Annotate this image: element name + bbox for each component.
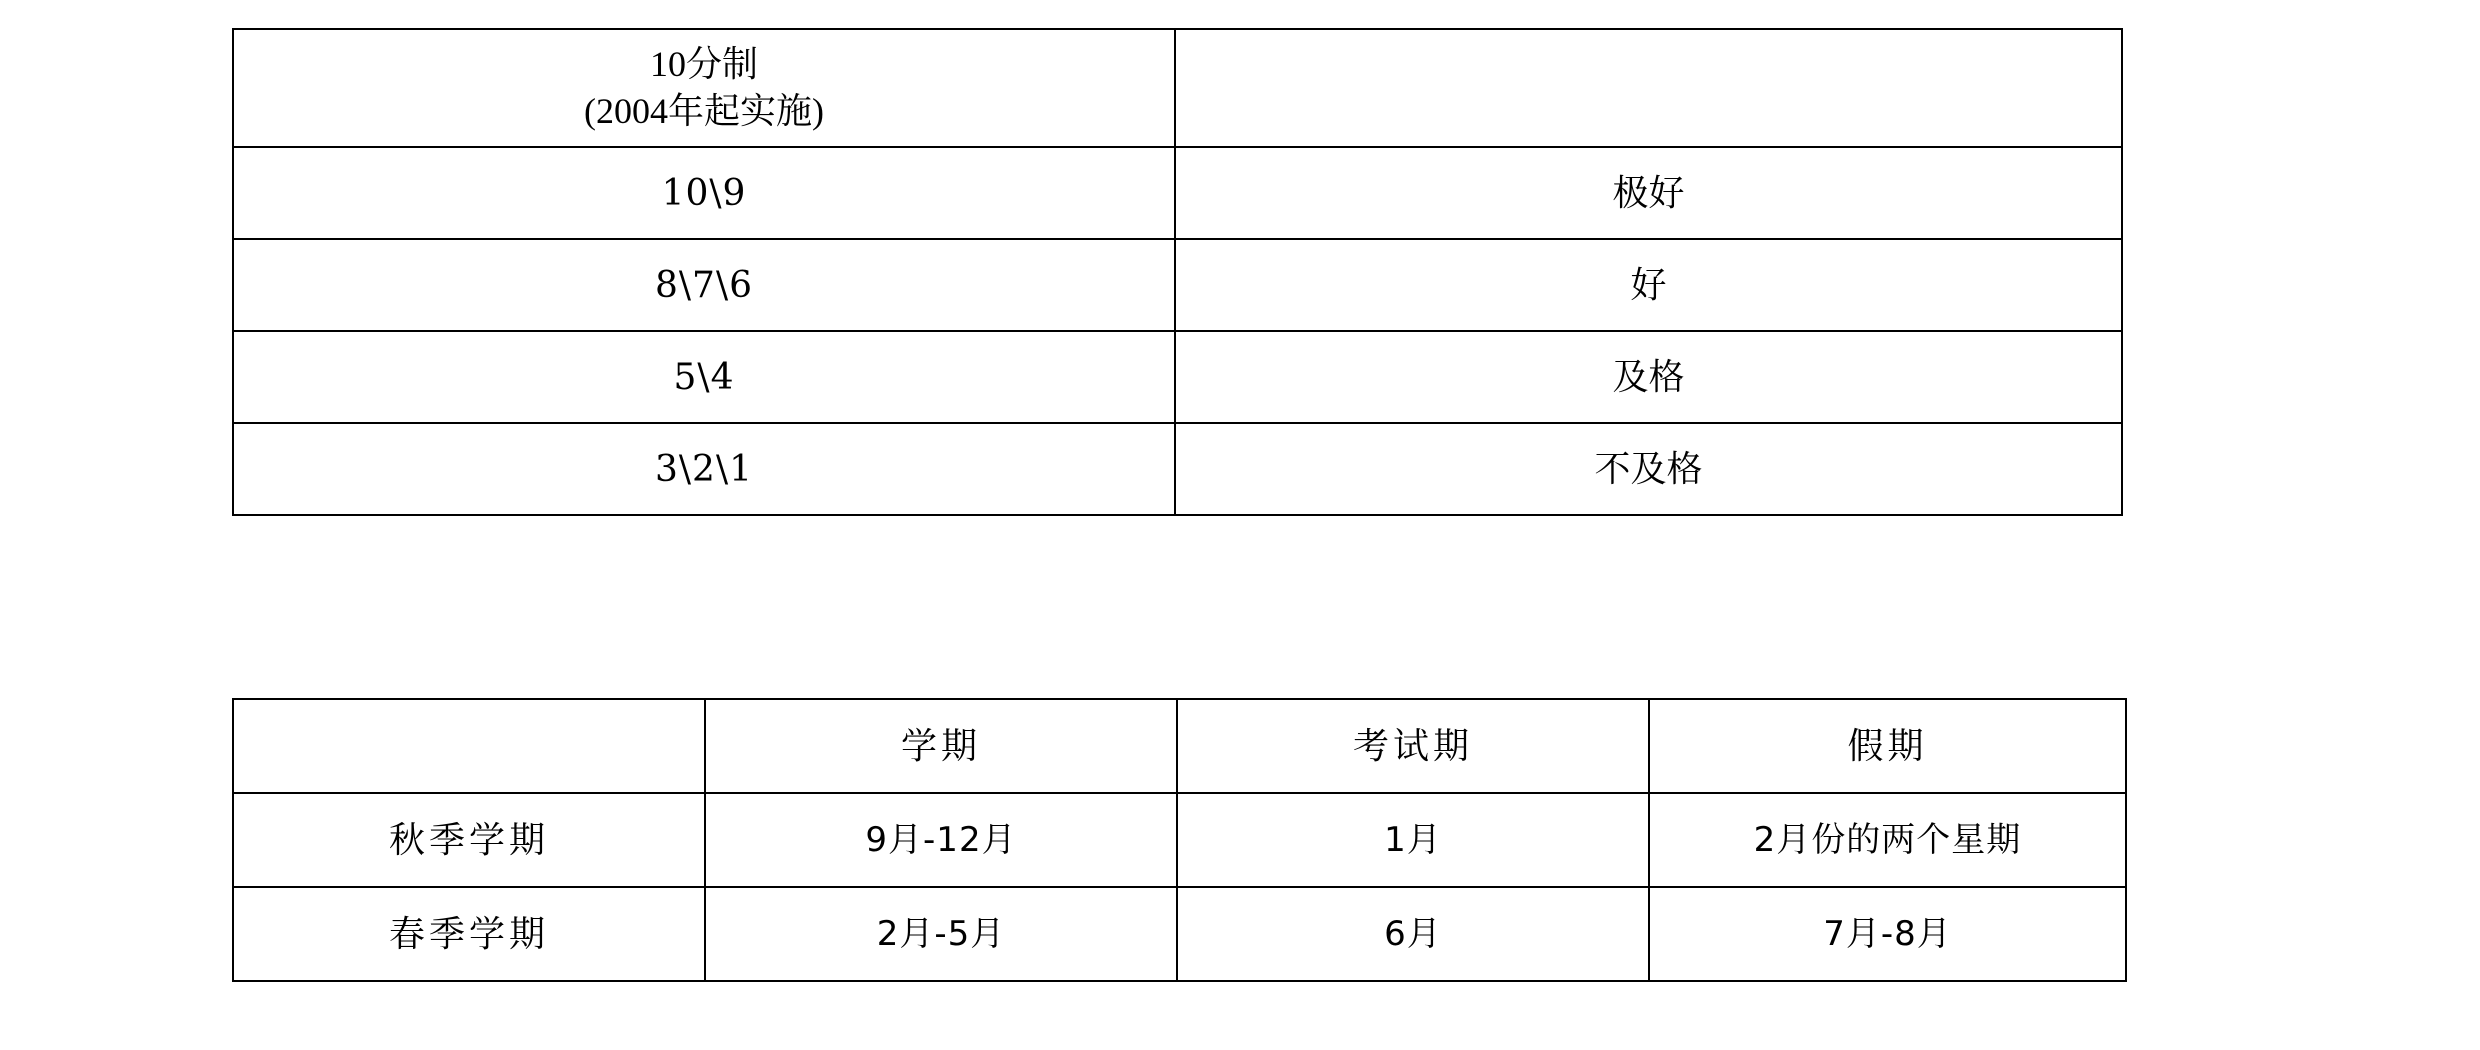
table-row bbox=[233, 239, 2122, 331]
table-row bbox=[233, 887, 2126, 981]
term-study-header: 学期 bbox=[705, 699, 1177, 793]
grade-score-cell: 10\9 bbox=[233, 147, 1175, 239]
term-vacation-header: 假期 bbox=[1649, 699, 2126, 793]
table-header-row bbox=[233, 699, 2126, 793]
grade-label-cell: 及格 bbox=[1175, 331, 2122, 423]
table-row bbox=[233, 147, 2122, 239]
grade-score-cell: 5\4 bbox=[233, 331, 1175, 423]
term-corner-cell bbox=[233, 699, 705, 793]
table-row bbox=[233, 423, 2122, 515]
grading-scale-title-line2: (2004年起实施) bbox=[584, 91, 824, 131]
grade-label-cell: 好 bbox=[1175, 239, 2122, 331]
term-study-cell: 9月-12月 bbox=[705, 793, 1177, 887]
term-study-cell: 2月-5月 bbox=[705, 887, 1177, 981]
academic-calendar-table bbox=[232, 698, 2127, 982]
term-exam-cell: 1月 bbox=[1177, 793, 1649, 887]
table-header-row bbox=[233, 29, 2122, 147]
term-name-cell: 春季学期 bbox=[233, 887, 705, 981]
table-row bbox=[233, 793, 2126, 887]
term-exam-header: 考试期 bbox=[1177, 699, 1649, 793]
grade-label-cell: 极好 bbox=[1175, 147, 2122, 239]
table-row bbox=[233, 331, 2122, 423]
grading-description-header-cell bbox=[1175, 29, 2122, 147]
grade-label-cell: 不及格 bbox=[1175, 423, 2122, 515]
grading-scale-table bbox=[232, 28, 2123, 516]
grading-scale-header-cell bbox=[233, 29, 1175, 147]
grade-score-cell: 3\2\1 bbox=[233, 423, 1175, 515]
grading-scale-title-line1: 10分制 bbox=[649, 44, 758, 85]
term-vacation-cell: 7月-8月 bbox=[1649, 887, 2126, 981]
grade-score-cell: 8\7\6 bbox=[233, 239, 1175, 331]
term-name-cell: 秋季学期 bbox=[233, 793, 705, 887]
term-exam-cell: 6月 bbox=[1177, 887, 1649, 981]
term-vacation-cell: 2月份的两个星期 bbox=[1649, 793, 2126, 887]
